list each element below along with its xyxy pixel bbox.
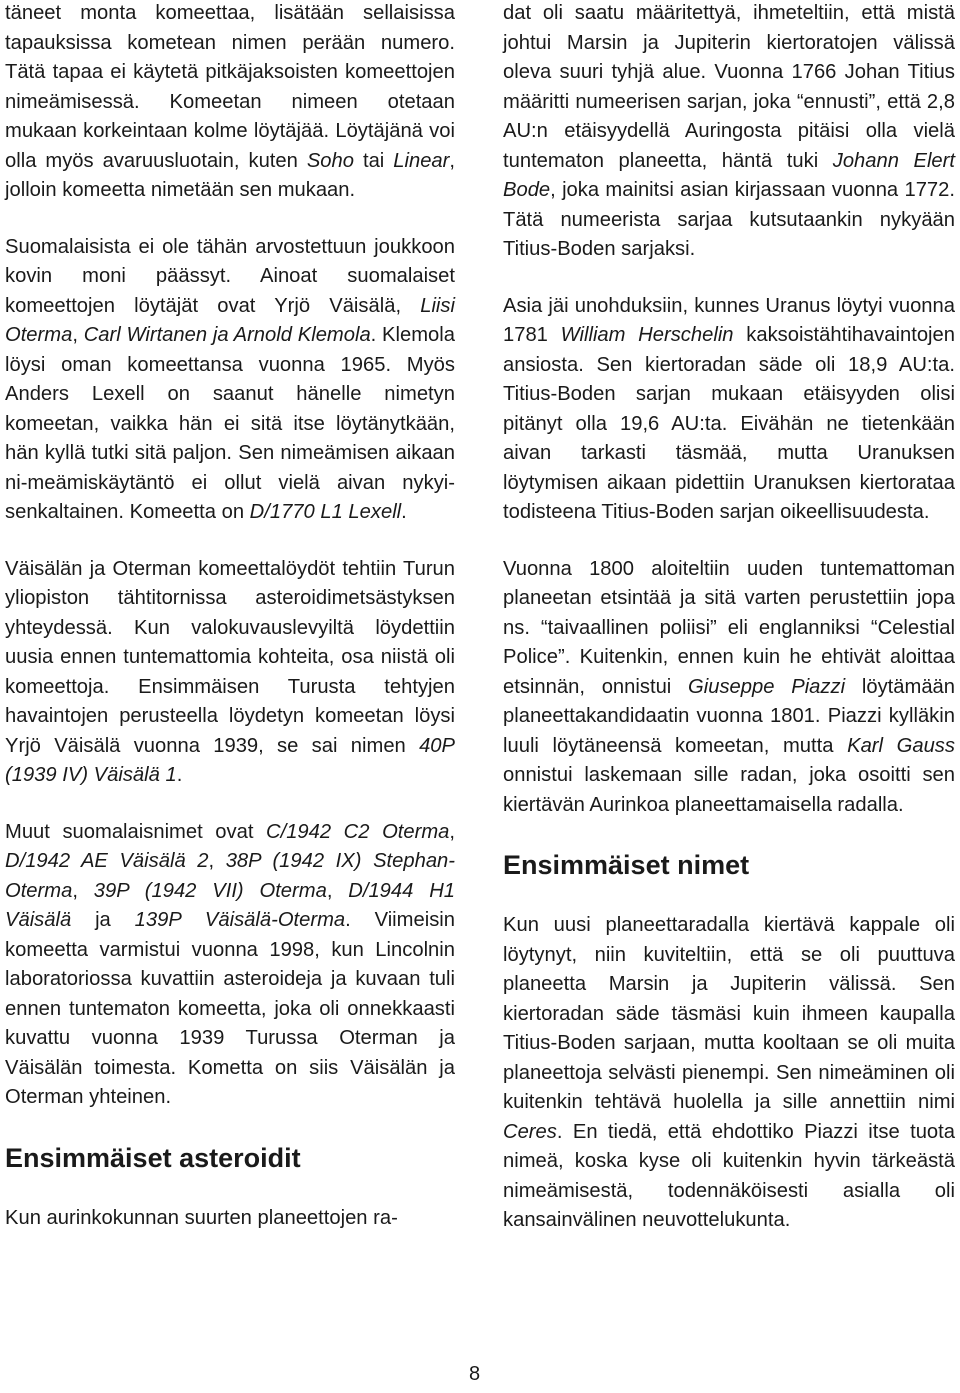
- paragraph: [503, 555, 955, 821]
- page-number: 8: [469, 1363, 481, 1385]
- paragraph: [5, 1204, 455, 1234]
- italic-text: Liisi Oterma: [5, 294, 455, 346]
- text-run: . En tiedä, että ehdottiko Piazzi itse tuota nimeä, koska kyse oli kuitenkin hyvin tärkeästä nimeämisestä, todennäköisesti asialla oli kansainvälinen neuvottelukunta.: [503, 1120, 955, 1231]
- text-run: Muut suomalaisnimet ovat: [5, 820, 267, 843]
- section-heading: Ensimmäiset nimet: [503, 850, 750, 880]
- text-run: .: [176, 764, 183, 786]
- text-run: ,: [72, 324, 84, 346]
- text-run: löytämään planeettakandidaatin vuonna 1801. Piazzi kylläkin luuli löytäneensä komeetan, mutta: [503, 675, 955, 757]
- text-run: , joka mainitsi asian kirjassaan vuonna 1772. Tätä numeerista sarjaa kutsutaankin nykyään Titius-Boden sarjaksi.: [503, 179, 955, 260]
- text-run: ,: [326, 879, 349, 902]
- text-run: dat oli saatu määritettyä, ihmeteltiin, että mistä johtui Marsin ja Jupiterin kiertoratojen välissä oleva suuri tyhjä alue. Vuonna 1766 Johan Titius määritti numeerisen sarjan, joka “ennusti”, että 2,8 AU:n etäisyydellä Auringosta pitäisi olla vielä tuntematon planeetta, häntä tuki: [503, 2, 955, 172]
- text-run: onnistui laskemaan sille radan, joka osoitti sen kiertävän Aurinkoa planeettamaisella radalla.: [503, 764, 955, 816]
- text-run: .: [401, 501, 407, 523]
- paragraph: [503, 911, 955, 1236]
- text-run: Suomalaisista ei ole tähän arvostettuun joukkoon kovin moni päässyt. Ainoat suomalaiset komeettojen löytäjät ovat Yrjö Väisälä,: [5, 235, 455, 317]
- italic-text: D/1770 L1 Lexell: [249, 501, 402, 523]
- text-run: Kun uusi planeettaradalla kiertävä kappale oli löytynyt, niin kuviteltiin, että se oli puuttuva planeetta Marsin ja Jupiterin välissä. Sen kiertoradan säde täsmäsi kuin ihmeen kaupalla Titius-Boden sarjaan, mutta kooltaan se oli muita planeettoja selvästi pienempi. Sen nimeäminen oli kuitenkin tehtävä huolella ja sille annettiin nimi: [503, 914, 955, 1113]
- text-run: . Klemola löysi oman komeettansa vuonna 1965. Myös Anders Lexell on saanut hänelle nimetyn komeetan, vaikka hän ei sitä itse löytänytkään, hän kyllä tutki sitä paljon. Sen nimeämisen aikaan ni-meämiskäytäntö ei ollut vielä aivan nykyi-senkaltainen. Komeetta on: [5, 324, 455, 523]
- paragraph: [5, 0, 455, 206]
- paragraph: [5, 818, 455, 1113]
- italic-text: Soho: [306, 149, 354, 172]
- text-run: ,: [208, 850, 226, 872]
- paragraph: [5, 233, 455, 528]
- italic-text: 40P (1939 IV) Väisälä 1: [5, 734, 455, 786]
- text-run: tai: [354, 149, 394, 172]
- italic-text: 39P (1942 VII) Oterma: [93, 879, 327, 902]
- text-run: Kun aurinkokunnan suurten planeettojen ra-: [5, 1206, 398, 1229]
- italic-text: Johann Elert Bode: [503, 149, 955, 201]
- italic-text: Giuseppe Piazzi: [688, 675, 846, 698]
- italic-text: D/1942 AE Väisälä 2: [5, 850, 209, 872]
- italic-text: Carl Wirtanen ja Arnold Klemola: [83, 324, 371, 346]
- italic-text: Linear: [393, 149, 450, 172]
- left-column: [5, 0, 455, 1260]
- text-run: kaksoistähtihavaintojen ansiosta. Sen kiertoradan säde oli 18,9 AU:ta. Titius-Boden sarjan mukaan etäisyyden olisi pitänyt olla 19,6 AU:ta. Eivähän ne tietenkään aivan tarkasti täsmää, mutta Uranuksen löytymisen aikaan pidettiin Uranuksen kiertorataa todisteena Titius-Boden sarjan oikeellisuudesta.: [503, 324, 955, 523]
- italic-text: Ceres: [503, 1120, 557, 1143]
- right-column: [503, 0, 955, 1263]
- text-run: ja: [71, 909, 135, 931]
- paragraph: [503, 0, 955, 265]
- text-run: , jolloin komeetta nimetään sen mukaan.: [5, 149, 455, 201]
- text-run: Väisälän ja Oterman komeettalöydöt tehtiin Turun yliopiston tähtitornissa asteroidimetsästyksen yhteydessä. Kun valokuvauslevyiltä löydettiin uusia ennen tuntemattomia kohteita, osa niistä oli komeettoja. Ensimmäisen Turusta tehtyjen havaintojen perusteella löydetyn komeetan löysi Yrjö Väisälä vuonna 1939, se sai nimen: [5, 557, 455, 757]
- paragraph: [5, 555, 455, 791]
- text-run: Vuonna 1800 aloiteltiin uuden tuntemattoman planeetan etsintää ja sitä varten perustettiin jopa ns. “taivaallinen poliisi” eli englanniksi “Celestial Police”. Kuitenkin, ennen kuin he ehtivät aloittaa etsinnän, onnistui: [503, 557, 955, 698]
- italic-text: D/1944 H1 Väisälä: [5, 879, 456, 931]
- italic-text: William Herschelin: [560, 324, 734, 346]
- section-heading: Ensimmäiset asteroidit: [5, 1142, 301, 1173]
- text-run: ,: [72, 879, 94, 902]
- paragraph: [503, 292, 955, 528]
- italic-text: 139P Väisälä-Oterma: [134, 909, 346, 931]
- text-run: ,: [449, 820, 455, 843]
- italic-text: Karl Gauss: [847, 734, 955, 757]
- text-run: täneet monta komeettaa, lisätään sellaisissa tapauksissa kometean nimen perään numero. Tätä tapaa ei käytetä pitkäjaksoisten komeettojen nimeämisessä. Komeetan nimeen otetaan mukaan korkeintaan kolme löytäjää. Löytäjänä voi olla myös avaruusluotain, kuten: [5, 2, 455, 172]
- italic-text: 38P (1942 IX) Stephan-Oterma: [5, 850, 456, 902]
- italic-text: C/1942 C2 Oterma: [266, 820, 450, 843]
- text-run: . Viimeisin komeetta varmistui vuonna 1998, kun Lincolnin laboratoriossa kuvattiin asteroideja ja kuvaan tuli ennen tuntematon komeetta, joka oli onnekkaasti kuvattu vuonna 1939 Turussa Oterman ja Väisälän toimesta. Kometta on siis Väisälän ja Oterman yhteinen.: [5, 909, 456, 1108]
- text-run: Asia jäi unohduksiin, kunnes Uranus löytyi vuonna 1781: [503, 294, 955, 346]
